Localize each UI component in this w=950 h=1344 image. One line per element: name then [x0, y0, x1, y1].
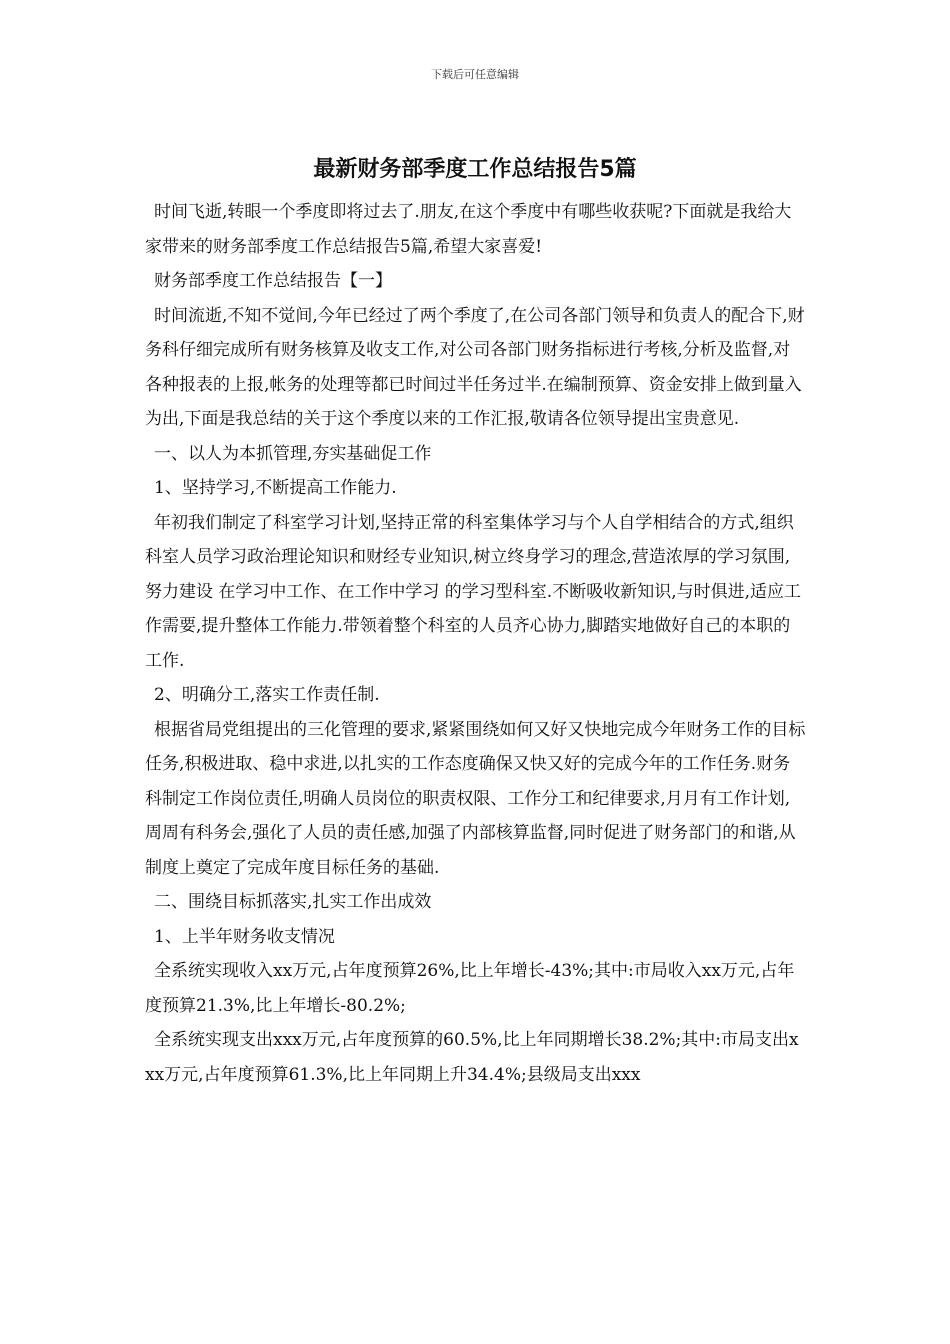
- report-one-heading: 财务部季度工作总结报告【一】: [154, 271, 392, 291]
- subsection-2-1-heading: 1、上半年财务收支情况: [154, 926, 335, 947]
- document-body: [145, 195, 807, 1092]
- subsection-1-1-heading: 1、坚持学习,不断提高工作能力.: [154, 478, 397, 498]
- responsibility-paragraph: 根据省局党组提出的三化管理的要求,紧紧围绕如何又好又快地完成今年财务工作的目标任务,积极进取、稳中求进,以扎实的工作态度确保又快又好的完成今年的工作任务.财务科制定工作岗位责任,明确人员岗位的职责权限、工作分工和纪律要求,月月有工作计划,周周有科务会,强化了人员的责任感,加强了内部核算监督,同时促进了财务部门的和谐,从制度上奠定了完成年度目标任务的基础.: [145, 719, 806, 878]
- study-plan-paragraph: 年初我们制定了科室学习计划,坚持正常的科室集体学习与个人自学相结合的方式,组织科室人员学习政治理论知识和财经专业知识,树立终身学习的理念,营造浓厚的学习氛围,努力建设 在学习中工作、在工作中学习 的学习型科室.不断吸收新知识,与时俱进,适应工作需要,提升整体工作能力.带领着整个科室的人员齐心协力,脚踏实地做好自己的本职的工作.: [145, 512, 802, 671]
- intro-paragraph: 时间飞逝,转眼一个季度即将过去了.朋友,在这个季度中有哪些收获呢?下面就是我给大家带来的财务部季度工作总结报告5篇,希望大家喜爱!: [145, 202, 792, 257]
- document-title: 最新财务部季度工作总结报告5篇: [313, 157, 637, 182]
- page-header-note: 下载后可任意编辑: [431, 68, 519, 81]
- income-paragraph: 全系统实现收入xx万元,占年度预算26%,比上年增长-43%;其中:市局收入xx万元,占年度预算21.3%,比上年增长-80.2%;: [145, 961, 795, 1016]
- subsection-1-2-heading: 2、明确分工,落实工作责任制.: [154, 685, 380, 705]
- expenditure-paragraph: 全系统实现支出xxx万元,占年度预算的60.5%,比上年同期增长38.2%;其中:市局支出xxx万元,占年度预算61.3%,比上年同期上升34.4%;县级局支出xxx: [145, 1030, 799, 1085]
- section-one-heading: 一、以人为本抓管理,夯实基础促工作: [154, 443, 432, 464]
- section-two-heading: 二、围绕目标抓落实,扎实工作出成效: [154, 892, 432, 912]
- report-one-opening-paragraph: 时间流逝,不知不觉间,今年已经过了两个季度了,在公司各部门领导和负责人的配合下,财务科仔细完成所有财务核算及收支工作,对公司各部门财务指标进行考核,分析及监督,对各种报表的上报,帐务的处理等都已时间过半任务过半.在编制预算、资金安排上做到量入为出,下面是我总结的关于这个季度以来的工作汇报,敬请各位领导提出宝贵意见.: [145, 305, 805, 429]
